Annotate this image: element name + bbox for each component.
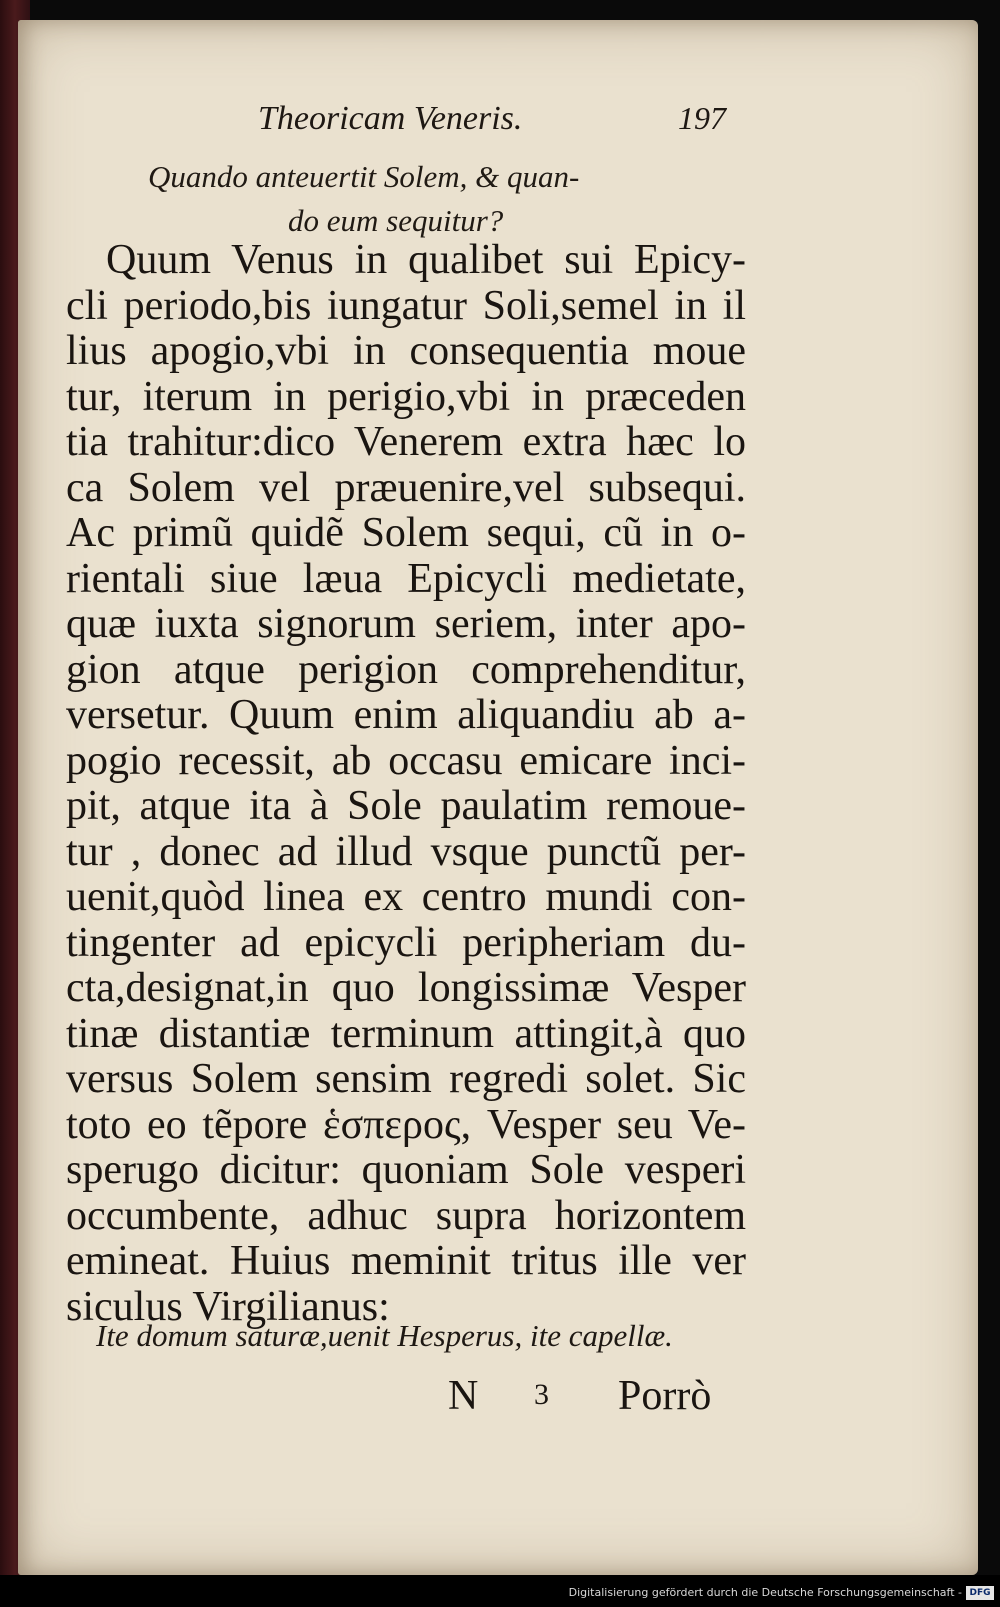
- text-line: emineat. Huius meminit tritus ille ver: [66, 1238, 746, 1284]
- signature-mark: N: [448, 1373, 479, 1419]
- heading-line: do eum sequitur?: [288, 203, 504, 238]
- text-line: tingenter ad epicycli peripheriam du-: [66, 919, 746, 966]
- page-footer: [18, 1372, 978, 1422]
- text-line: gion atque perigion comprehenditur,: [66, 646, 746, 693]
- text-line: Ac primũ quidẽ Solem sequi, cũ in o-: [66, 510, 746, 556]
- text-line: cli periodo,bis iungatur Soli,semel in il: [66, 282, 746, 329]
- text-line: versetur. Quum enim aliquandiu ab a-: [66, 692, 746, 738]
- text-line: rientali siue læua Epicycli medietate,: [66, 555, 746, 602]
- body-text: [66, 238, 746, 1330]
- text-line: toto eo tẽpore ἑσπερος, Vesper seu Ve-: [66, 1101, 746, 1148]
- credit-bar: [0, 1575, 1000, 1607]
- text-line: lius apogio,vbi in consequentia moue: [66, 328, 746, 374]
- signature-number: 3: [534, 1378, 549, 1411]
- text-line: tur , donec ad illud vsque punctũ per-: [66, 828, 746, 875]
- dfg-logo: DFG: [966, 1586, 994, 1600]
- funding-credit: Digitalisierung gefördert durch die Deutsche Forschungsgemeinschaft -: [568, 1586, 962, 1599]
- text-line: sperugo dicitur: quoniam Sole vesperi: [66, 1147, 746, 1193]
- chapter-heading: [148, 155, 708, 243]
- book-page: [18, 20, 978, 1575]
- text-line: tur, iterum in perigio,vbi in præceden: [66, 373, 746, 420]
- text-line: pogio recessit, ab occasu emicare inci-: [66, 737, 746, 784]
- text-line: quæ iuxta signorum seriem, inter apo-: [66, 601, 746, 647]
- text-line: siculus Virgilianus:: [66, 1283, 390, 1330]
- running-title: Theoricam Veneris.: [258, 100, 523, 137]
- text-line: occumbente, adhuc supra horizontem: [66, 1192, 746, 1239]
- text-line: pit, atque ita à Sole paulatim remoue-: [66, 783, 746, 829]
- page-header: [18, 100, 978, 150]
- text-line: Quum Venus in qualibet sui Epicy-: [106, 237, 746, 283]
- text-line: tia trahitur:dico Venerem extra hæc lo: [66, 419, 746, 465]
- text-line: versus Solem sensim regredi solet. Sic: [66, 1056, 746, 1102]
- text-line: cta,designat,in quo longissimæ Vesper: [66, 965, 746, 1011]
- page-number: 197: [678, 100, 726, 136]
- heading-line: Quando anteuertit Solem, & quan-: [148, 159, 580, 194]
- verse-quotation: Ite domum saturæ,uenit Hesperus, ite capellæ.: [96, 1318, 673, 1353]
- text-line: uenit,quòd linea ex centro mundi con-: [66, 874, 746, 920]
- text-line: ca Solem vel præuenire,vel subsequi.: [66, 464, 746, 511]
- catchword: Porrò: [618, 1373, 712, 1419]
- text-line: tinæ distantiæ terminum attingit,à quo: [66, 1010, 746, 1057]
